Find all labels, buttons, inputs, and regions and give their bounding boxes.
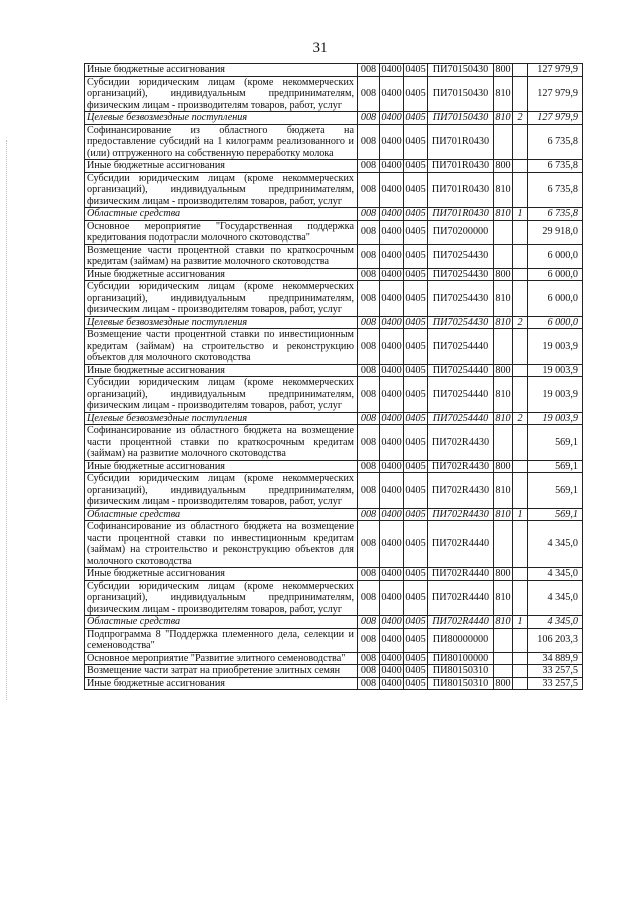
funding-source-code	[513, 460, 528, 473]
row-name: Целевые безвозмездные поступления	[85, 316, 358, 329]
amount: 569,1	[528, 425, 583, 461]
funding-source-code	[513, 244, 528, 268]
amount: 19 003,9	[528, 329, 583, 365]
section-code: 0400	[380, 377, 404, 413]
funding-source-code	[513, 677, 528, 690]
funding-source-code: 1	[513, 616, 528, 629]
target-article-code: ПИ70200000	[428, 220, 494, 244]
section-code: 0400	[380, 425, 404, 461]
section-code: 0400	[380, 281, 404, 317]
expense-type-code: 810	[495, 316, 511, 328]
grbs-code: 008	[358, 616, 380, 629]
budget-table	[84, 63, 583, 690]
grbs-code: 008	[358, 460, 380, 473]
table-row	[85, 568, 583, 581]
target-article-code: ПИ701R0430	[428, 172, 494, 208]
table-row	[85, 425, 583, 461]
grbs-code: 008	[358, 172, 380, 208]
grbs-code: 008	[358, 112, 380, 125]
subsection-code: 0405	[405, 568, 426, 579]
expense-type-code	[494, 124, 513, 160]
target-article-code: ПИ701R0430	[428, 160, 494, 173]
section-code: 0400	[381, 652, 402, 664]
table-row	[85, 329, 583, 365]
row-name: Субсидии юридическим лицам (кроме некоммерческих организаций), индивидуальным предпринимателям, физическим лицам - производителям товаров, работ, услуг	[85, 580, 358, 616]
amount: 33 257,5	[528, 677, 583, 690]
grbs-code: 008	[358, 329, 380, 365]
row-name: Областные средства	[85, 508, 358, 521]
subsection-code: 0405	[404, 425, 428, 461]
expense-type-code: 810	[495, 412, 511, 424]
amount: 6 735,8	[528, 208, 583, 221]
funding-source-code	[513, 377, 528, 413]
target-article-code: ПИ80000000	[428, 628, 494, 652]
funding-source-code	[513, 76, 528, 112]
row-name: Субсидии юридическим лицам (кроме некоммерческих организаций), индивидуальным предпринимателям, физическим лицам - производителям товаров, работ, услуг	[85, 76, 358, 112]
target-article-code: ПИ701R0430	[428, 124, 494, 160]
section-code: 0400	[381, 568, 402, 579]
row-name: Субсидии юридическим лицам (кроме некоммерческих организаций), индивидуальным предпринимателям, физическим лицам - производителям товаров, работ, услуг	[85, 172, 358, 208]
row-name: Возмещение части затрат на приобретение элитных семян	[85, 665, 358, 678]
table-row	[85, 76, 583, 112]
amount: 4 345,0	[528, 616, 583, 629]
expense-type-code	[494, 220, 513, 244]
target-article-code: ПИ70150430	[428, 76, 494, 112]
expense-type-code: 800	[495, 268, 511, 280]
amount: 6 735,8	[528, 160, 583, 173]
expense-type-code: 810	[494, 76, 513, 112]
grbs-code: 008	[358, 316, 380, 329]
subsection-code: 0405	[404, 521, 428, 568]
subsection-code: 0405	[404, 377, 428, 413]
funding-source-code: 1	[513, 508, 528, 521]
funding-source-code	[513, 521, 528, 568]
grbs-code: 008	[358, 364, 380, 377]
subsection-code: 0405	[405, 160, 426, 171]
funding-source-code	[513, 329, 528, 365]
funding-source-code: 1	[513, 208, 528, 221]
grbs-code: 008	[358, 124, 380, 160]
funding-source-code	[513, 160, 528, 173]
amount: 6 735,8	[528, 124, 583, 160]
subsection-code: 0405	[404, 473, 428, 509]
amount: 569,1	[528, 508, 583, 521]
grbs-code: 008	[358, 628, 380, 652]
expense-type-code	[494, 244, 513, 268]
section-code: 0400	[380, 580, 404, 616]
grbs-code: 008	[358, 473, 380, 509]
subsection-code: 0405	[405, 268, 426, 280]
amount: 127 979,9	[528, 64, 583, 77]
subsection-code: 0405	[404, 220, 428, 244]
amount: 6 000,0	[528, 244, 583, 268]
table-row	[85, 508, 583, 521]
expense-type-code: 810	[495, 616, 511, 627]
funding-source-code	[513, 652, 528, 665]
section-code: 0400	[380, 329, 404, 365]
expense-type-code: 800	[495, 568, 511, 579]
table-row	[85, 412, 583, 425]
funding-source-code: 2	[513, 112, 528, 125]
table-row	[85, 244, 583, 268]
grbs-code: 008	[358, 377, 380, 413]
table-row	[85, 64, 583, 77]
table-row	[85, 268, 583, 281]
target-article-code: ПИ702R4440	[428, 568, 494, 581]
section-code: 0400	[381, 208, 402, 219]
table-row	[85, 521, 583, 568]
target-article-code: ПИ70254430	[428, 268, 494, 281]
expense-type-code	[494, 652, 513, 665]
amount: 127 979,9	[528, 112, 583, 125]
amount: 6 000,0	[528, 316, 583, 329]
target-article-code: ПИ70254440	[428, 364, 494, 377]
target-article-code: ПИ70254430	[428, 316, 494, 329]
row-name: Иные бюджетные ассигнования	[85, 64, 358, 77]
section-code: 0400	[380, 521, 404, 568]
row-name: Возмещение части процентной ставки по инвестиционным кредитам (займам) на строительство и реконструкцию объектов для молочного скотоводства	[85, 329, 358, 365]
amount: 29 918,0	[528, 220, 583, 244]
table-row	[85, 580, 583, 616]
row-name: Основное мероприятие "Развитие элитного семеноводства"	[85, 652, 358, 665]
amount: 569,1	[528, 473, 583, 509]
row-name: Иные бюджетные ассигнования	[85, 160, 358, 173]
funding-source-code	[513, 425, 528, 461]
grbs-code: 008	[358, 281, 380, 317]
grbs-code: 008	[358, 208, 380, 221]
subsection-code: 0405	[405, 616, 426, 627]
row-name: Целевые безвозмездные поступления	[85, 112, 358, 125]
table-row	[85, 208, 583, 221]
section-code: 0400	[381, 364, 402, 376]
expense-type-code	[494, 329, 513, 365]
row-name: Субсидии юридическим лицам (кроме некоммерческих организаций), индивидуальным предпринимателям, физическим лицам - производителям товаров, работ, услуг	[85, 281, 358, 317]
expense-type-code: 810	[494, 473, 513, 509]
section-code: 0400	[381, 665, 402, 676]
table-row	[85, 124, 583, 160]
grbs-code: 008	[358, 568, 380, 581]
target-article-code: ПИ70254430	[428, 281, 494, 317]
table-row	[85, 172, 583, 208]
grbs-code: 008	[358, 412, 380, 425]
subsection-code: 0405	[405, 64, 426, 75]
funding-source-code: 2	[513, 316, 528, 329]
row-name: Иные бюджетные ассигнования	[85, 677, 358, 690]
expense-type-code	[494, 425, 513, 461]
expense-type-code: 810	[494, 580, 513, 616]
target-article-code: ПИ702R4430	[428, 460, 494, 473]
grbs-code: 008	[358, 76, 380, 112]
target-article-code: ПИ702R4440	[428, 580, 494, 616]
grbs-code: 008	[358, 652, 380, 665]
expense-type-code: 800	[495, 64, 511, 75]
table-row	[85, 160, 583, 173]
target-article-code: ПИ70254430	[428, 244, 494, 268]
expense-type-code	[494, 665, 513, 678]
row-name: Возмещение части процентной ставки по краткосрочным кредитам (займам) на развитие молочного скотоводства	[85, 244, 358, 268]
subsection-code: 0405	[405, 677, 426, 689]
expense-type-code: 810	[495, 208, 511, 219]
table-body	[85, 64, 583, 690]
row-name: Целевые безвозмездные поступления	[85, 412, 358, 425]
expense-type-code: 800	[495, 460, 511, 472]
expense-type-code: 800	[495, 364, 511, 376]
amount: 4 345,0	[528, 521, 583, 568]
row-name: Областные средства	[85, 616, 358, 629]
subsection-code: 0405	[405, 652, 426, 664]
section-code: 0400	[380, 220, 404, 244]
subsection-code: 0405	[405, 112, 426, 123]
grbs-code: 008	[358, 268, 380, 281]
row-name: Субсидии юридическим лицам (кроме некоммерческих организаций), индивидуальным предпринимателям, физическим лицам - производителям товаров, работ, услуг	[85, 473, 358, 509]
target-article-code: ПИ70254440	[428, 329, 494, 365]
subsection-code: 0405	[404, 172, 428, 208]
funding-source-code	[513, 364, 528, 377]
section-code: 0400	[381, 112, 402, 123]
table-row	[85, 473, 583, 509]
expense-type-code: 800	[495, 160, 511, 171]
row-name: Софинансирование из областного бюджета на возмещение части процентной ставки по краткосрочным кредитам (займам) на развитие молочного скотоводства	[85, 425, 358, 461]
table-row	[85, 377, 583, 413]
subsection-code: 0405	[404, 580, 428, 616]
amount: 106 203,3	[528, 628, 583, 652]
subsection-code: 0405	[405, 508, 426, 520]
grbs-code: 008	[358, 521, 380, 568]
funding-source-code	[513, 64, 528, 77]
subsection-code: 0405	[405, 665, 426, 676]
subsection-code: 0405	[404, 124, 428, 160]
subsection-code: 0405	[405, 208, 426, 219]
grbs-code: 008	[358, 677, 380, 690]
amount: 4 345,0	[528, 580, 583, 616]
funding-source-code: 2	[513, 412, 528, 425]
section-code: 0400	[381, 460, 402, 472]
section-code: 0400	[380, 473, 404, 509]
target-article-code: ПИ70254440	[428, 412, 494, 425]
grbs-code: 008	[358, 425, 380, 461]
target-article-code: ПИ80150310	[428, 665, 494, 678]
expense-type-code	[494, 521, 513, 568]
amount: 127 979,9	[528, 76, 583, 112]
funding-source-code	[513, 281, 528, 317]
section-code: 0400	[380, 124, 404, 160]
target-article-code: ПИ702R4430	[428, 473, 494, 509]
row-name: Софинансирование из областного бюджета на возмещение части процентной ставки по инвестиционным кредитам (займам) на строительство и реконструкцию объектов для молочного скотоводства	[85, 521, 358, 568]
expense-type-code: 810	[494, 281, 513, 317]
row-name: Иные бюджетные ассигнования	[85, 568, 358, 581]
table-row	[85, 616, 583, 629]
target-article-code: ПИ80100000	[428, 652, 494, 665]
row-name: Субсидии юридическим лицам (кроме некоммерческих организаций), индивидуальным предпринимателям, физическим лицам - производителям товаров, работ, услуг	[85, 377, 358, 413]
target-article-code: ПИ702R4430	[428, 508, 494, 521]
subsection-code: 0405	[404, 76, 428, 112]
section-code: 0400	[381, 508, 402, 520]
subsection-code: 0405	[405, 316, 426, 328]
section-code: 0400	[381, 64, 402, 75]
section-code: 0400	[380, 172, 404, 208]
expense-type-code	[494, 628, 513, 652]
grbs-code: 008	[358, 220, 380, 244]
grbs-code: 008	[358, 665, 380, 678]
subsection-code: 0405	[405, 364, 426, 376]
table-row	[85, 628, 583, 652]
expense-type-code: 810	[495, 112, 511, 123]
target-article-code: ПИ701R0430	[428, 208, 494, 221]
subsection-code: 0405	[405, 460, 426, 472]
table-row	[85, 220, 583, 244]
funding-source-code	[513, 580, 528, 616]
grbs-code: 008	[358, 244, 380, 268]
target-article-code: ПИ70150430	[428, 112, 494, 125]
target-article-code: ПИ70254440	[428, 377, 494, 413]
amount: 19 003,9	[528, 377, 583, 413]
row-name: Областные средства	[85, 208, 358, 221]
expense-type-code: 800	[495, 677, 511, 689]
target-article-code: ПИ80150310	[428, 677, 494, 690]
amount: 6 735,8	[528, 172, 583, 208]
target-article-code: ПИ702R4430	[428, 425, 494, 461]
section-code: 0400	[381, 412, 402, 424]
row-name: Иные бюджетные ассигнования	[85, 364, 358, 377]
section-code: 0400	[381, 316, 402, 328]
table-row	[85, 677, 583, 690]
page-number: 31	[312, 40, 328, 56]
row-name: Иные бюджетные ассигнования	[85, 268, 358, 281]
table-row	[85, 364, 583, 377]
section-code: 0400	[380, 76, 404, 112]
row-name: Софинансирование из областного бюджета на предоставление субсидий на 1 килограмм реализованного и (или) отгруженного на собственную переработку молока	[85, 124, 358, 160]
funding-source-code	[513, 473, 528, 509]
section-code: 0400	[381, 677, 402, 689]
section-code: 0400	[381, 616, 402, 627]
grbs-code: 008	[358, 64, 380, 77]
amount: 6 000,0	[528, 281, 583, 317]
expense-type-code: 810	[494, 377, 513, 413]
subsection-code: 0405	[405, 412, 426, 424]
row-name: Основное мероприятие "Государственная поддержка кредитования подотрасли молочного скотоводства"	[85, 220, 358, 244]
amount: 569,1	[528, 460, 583, 473]
funding-source-code	[513, 268, 528, 281]
subsection-code: 0405	[404, 244, 428, 268]
amount: 34 889,9	[528, 652, 583, 665]
table-row	[85, 316, 583, 329]
grbs-code: 008	[358, 508, 380, 521]
amount: 6 000,0	[528, 268, 583, 281]
amount: 19 003,9	[528, 412, 583, 425]
funding-source-code	[513, 568, 528, 581]
funding-source-code	[513, 220, 528, 244]
section-code: 0400	[380, 244, 404, 268]
target-article-code: ПИ702R4440	[428, 521, 494, 568]
funding-source-code	[513, 628, 528, 652]
funding-source-code	[513, 172, 528, 208]
amount: 19 003,9	[528, 364, 583, 377]
scan-margin-line	[6, 140, 8, 700]
grbs-code: 008	[358, 160, 380, 173]
subsection-code: 0405	[404, 628, 428, 652]
table-row	[85, 652, 583, 665]
amount: 4 345,0	[528, 568, 583, 581]
amount: 33 257,5	[528, 665, 583, 678]
expense-type-code: 810	[495, 508, 511, 520]
section-code: 0400	[380, 628, 404, 652]
subsection-code: 0405	[404, 329, 428, 365]
grbs-code: 008	[358, 580, 380, 616]
expense-type-code: 810	[494, 172, 513, 208]
section-code: 0400	[381, 160, 402, 171]
table-row	[85, 281, 583, 317]
row-name: Иные бюджетные ассигнования	[85, 460, 358, 473]
subsection-code: 0405	[404, 281, 428, 317]
target-article-code: ПИ702R4440	[428, 616, 494, 629]
table-row	[85, 665, 583, 678]
funding-source-code	[513, 124, 528, 160]
target-article-code: ПИ70150430	[428, 64, 494, 77]
section-code: 0400	[381, 268, 402, 280]
row-name: Подпрограмма 8 "Поддержка племенного дела, селекции и семеноводства"	[85, 628, 358, 652]
table-row	[85, 460, 583, 473]
table-row	[85, 112, 583, 125]
funding-source-code	[513, 665, 528, 678]
